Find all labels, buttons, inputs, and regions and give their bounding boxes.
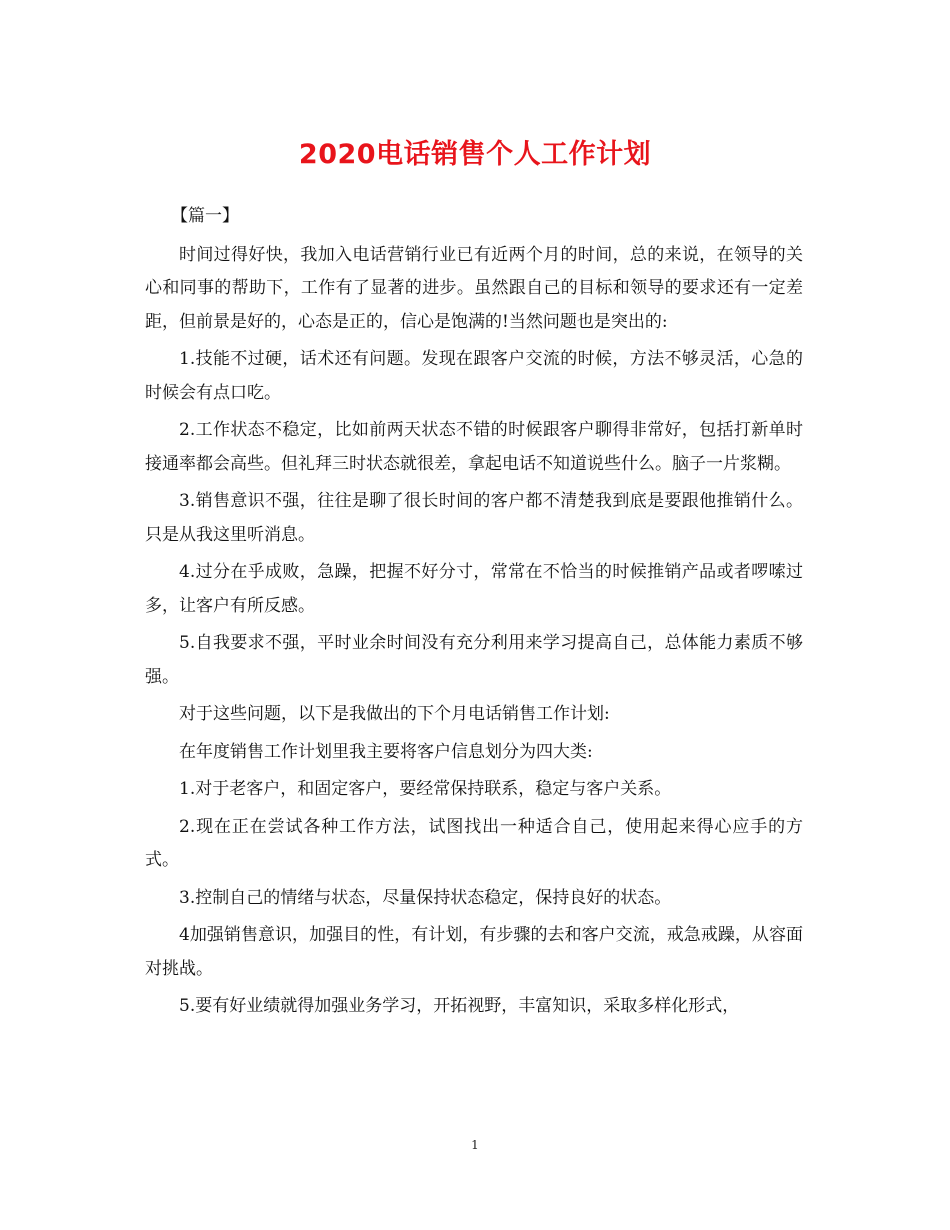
paragraph-plan-4: 4加强销售意识，加强目的性，有计划，有步骤的去和客户交流，戒急戒躁，从容面对挑战。: [145, 925, 803, 979]
paragraph-plan-5: 5.要有好业绩就得加强业务学习，开拓视野，丰富知识，采取多样化形式，: [179, 996, 740, 1016]
document-body: [145, 200, 803, 1024]
paragraph-problem-5: 5.自我要求不强，平时业余时间没有充分利用来学习提高自己，总体能力素质不够强。: [145, 633, 803, 687]
paragraph-plan-3: 3.控制自己的情绪与状态，尽量保持状态稳定，保持良好的状态。: [179, 887, 672, 908]
paragraph-plan-2: 2.现在正在尝试各种工作方法，试图找出一种适合自己，使用起来得心应手的方式。: [145, 816, 803, 870]
paragraph-problem-1: 1.技能不过硬，话术还有问题。发现在跟客户交流的时候，方法不够灵活，心急的时候会有点口吃。: [145, 349, 803, 403]
paragraph-problem-3: 3.销售意识不强，往往是聊了很长时间的客户都不清楚我到底是要跟他推销什么。只是从我这里听消息。: [145, 491, 803, 545]
paragraph-problem-2: 2.工作状态不稳定，比如前两天状态不错的时候跟客户聊得非常好，包括打新单时接通率都会高些。但礼拜三时状态就很差，拿起电话不知道说些什么。脑子一片浆糊。: [145, 420, 803, 474]
paragraph-plan-intro: 对于这些问题，以下是我做出的下个月电话销售工作计划:: [179, 704, 610, 724]
paragraph-intro: 时间过得好快，我加入电话营销行业已有近两个月的时间，总的来说，在领导的关心和同事的帮助下，工作有了显著的进步。虽然跟自己的目标和领导的要求还有一定差距，但前景是好的，心态是正的，信心是饱满的!当然问题也是突出的:: [145, 244, 803, 332]
page-title: 2020电话销售个人工作计划: [298, 139, 652, 170]
section-heading: 【篇一】: [171, 206, 239, 226]
paragraph-plan-1: 1.对于老客户，和固定客户，要经常保持联系，稳定与客户关系。: [179, 779, 672, 799]
page-number: 1: [471, 1138, 479, 1152]
paragraph-problem-4: 4.过分在乎成败，急躁，把握不好分寸，常常在不恰当的时候推销产品或者啰嗦过多，让客户有所反感。: [145, 562, 803, 616]
paragraph-plan-categories: 在年度销售工作计划里我主要将客户信息划分为四大类:: [179, 741, 593, 762]
